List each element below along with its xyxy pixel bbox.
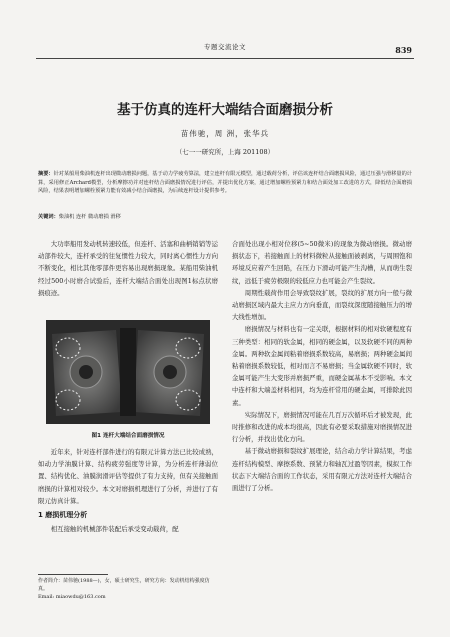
footnote-author: 作者简介：苗伟驰(1988—)，女，硕士研究生，研究方向：发动机结构强度仿真。 [38, 578, 210, 592]
header-rule [36, 58, 414, 59]
running-title: 专题交流论文 [204, 43, 246, 51]
body-paragraph: 周期性载荷作用会导致裂纹扩展，裂纹的扩展方向一般与微动磨损区域内最大主应力方向垂直，而裂纹深度随接触压力的增大线性增加。 [232, 288, 412, 322]
affiliation: （七一一研究所，上海 201108） [175, 148, 275, 156]
left-column-bottom [38, 446, 218, 535]
authors: 苗伟驰，周 洲，张华兵 [180, 129, 270, 138]
abstract-label: 摘要： [38, 171, 54, 177]
footnote-rule [38, 574, 108, 575]
abstract-text: 针对某船用柴油机连杆出现微动磨损问题，基于动力学疲劳算法，建立连杆有限元模型，通过载荷分析，评估该连杆结合面磨损风险，通过压强与滑移量的计算，采用修正Archard模型，分析摩擦功并对连杆结合面磨损情况进行评估，并提出优化方案，通过增加螺栓预紧力和结合面处加工改进的方式，降低结合面磨损风险，结果表明增加螺栓预紧力能有效减小结合面磨损，为后续连杆设计提供参考。 [38, 171, 412, 195]
page-number: 839 [395, 45, 412, 55]
section-heading: 1 磨损机理分析 [38, 511, 88, 520]
figure-caption: 图1 连杆大端结合面磨损情况 [91, 433, 165, 439]
body-paragraph: 实际情况下，磨损情况可能在几百万次循环后才被发现，此时推修和改进的成本均很高，因此有必要采取措施对磨损情况进行分析，并找出优化方向。 [232, 410, 412, 444]
footnote [38, 577, 218, 601]
paper-title: 基于仿真的连杆大端结合面磨损分析 [117, 102, 333, 118]
keywords-label: 关键词： [38, 214, 59, 220]
wear-surface-image [46, 320, 210, 424]
footnote-email: Email: miaowdu@163.com [38, 594, 106, 600]
left-column-top [38, 238, 218, 299]
body-paragraph: 基于微动磨损和裂纹扩展理论，结合动力学计算结果，考虑连杆结构模型、摩擦系数、预紧力和轴瓦过盈等因素，模拟工作状态下大端结合面的工作状态，采用有限元方法对连杆大端结合面进行了分析。 [232, 447, 412, 493]
body-paragraph: 相互接触的机械部件装配后承受变动载荷，配 [50, 525, 179, 534]
abstract [38, 170, 412, 196]
right-column [232, 238, 412, 494]
keywords-text: 柴油机 连杆 微动磨损 滑移 [58, 214, 121, 220]
body-paragraph: 合面处出现小相对位移(5~50微米)的现象为微动磨损。微动磨损状态下，若接触面上的材料微粒从接触面被剥离，与周围饱和环境反应着产生回陷，在压力下滑动可能产生沟槽，从而萌生裂纹，远低于疲劳极限的较低应力也可能会产生裂纹。 [232, 240, 412, 285]
figure-1-photo [46, 320, 210, 424]
body-paragraph: 大功率船用发动机转速较低，但连杆、活塞和曲柄销销等运动部件较大，连杆承受的往复惯性力较大，同时离心惯性力方向不断变化，相比其他零部件更容易出现磨损现象。某船用柴油机经过500小时磨合试验后，连杆大端结合面处出现图1标点状磨损痕迹。 [38, 240, 218, 297]
body-paragraph: 近年来，针对连杆部件进行的有限元计算方法已比较成熟，如动力学油膜计算、结构疲劳强度等计算，为分析连杆薄弱位置、结构优化、油膜润滑评估等提供了有力支持，但有关接触面磨损的计算相对较少。本文对磨损机理进行了分析，并进行了有限元仿真计算。 [38, 448, 218, 505]
keywords [38, 213, 412, 220]
body-paragraph: 磨损情况与材料也有一定关联，根据材料的相对软硬程度有三种类型：相同的软金属，相同的硬金属，以及软硬不同的两种金属。两种软金属间粘着磨损系数较高，易磨损；两种硬金属间粘着磨损系数较低，相对而言不易磨损；当金属软硬不同时，软金属可能产生大变形并磨损严重，而硬金属基本不受影响。本文中连杆和大端盖材料相同，均为连杆常用的硬金属，可排除此因素。 [232, 325, 412, 407]
